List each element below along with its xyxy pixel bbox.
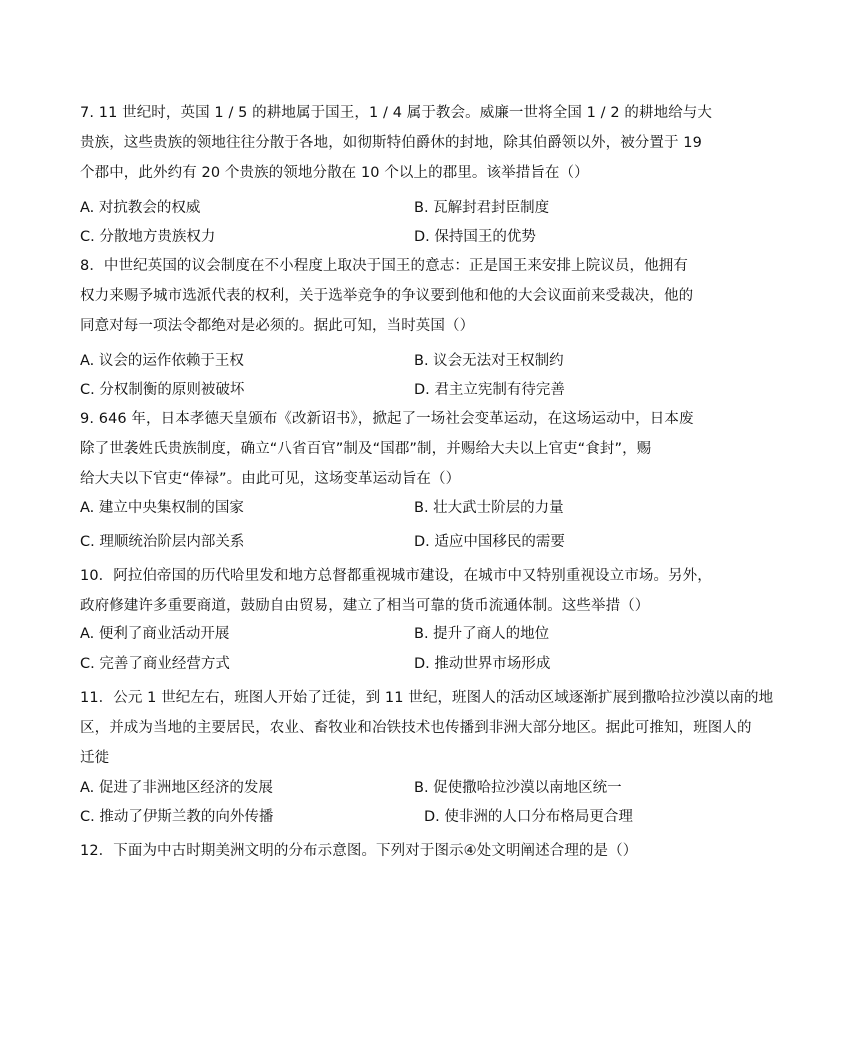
option-a[interactable]: A. 促进了非洲地区经济的发展 xyxy=(80,780,273,796)
option-c[interactable]: C. 推动了伊斯兰教的向外传播 xyxy=(80,809,274,825)
option-a[interactable]: A. 建立中央集权制的国家 xyxy=(80,500,244,516)
question-text-line: 10．阿拉伯帝国的历代哈里发和地方总督都重视城市建设，在城市中又特别重视设立市场。另外， xyxy=(80,568,712,584)
option-a[interactable]: A. 议会的运作依赖于王权 xyxy=(80,353,244,369)
option-d[interactable]: D. 推动世界市场形成 xyxy=(414,656,551,672)
option-d[interactable]: D. 君主立宪制有待完善 xyxy=(414,382,565,398)
option-c[interactable]: C. 分权制衡的原则被破坏 xyxy=(80,382,245,398)
question-text-line: 个郡中，此外约有 20 个贵族的领地分散在 10 个以上的郡里。该举措旨在（） xyxy=(80,165,589,181)
option-d[interactable]: D. 保持国王的优势 xyxy=(414,229,536,245)
option-b[interactable]: B. 瓦解封君封臣制度 xyxy=(414,200,550,216)
question-text-line: 政府修建许多重要商道，鼓励自由贸易，建立了相当可靠的货币流通体制。这些举措（） xyxy=(80,598,650,614)
question-text-line: 贵族，这些贵族的领地往往分散于各地，如彻斯特伯爵休的封地，除其伯爵领以外，被分置于 19 xyxy=(80,135,702,151)
option-d[interactable]: D. 适应中国移民的需要 xyxy=(414,534,565,550)
option-c[interactable]: C. 完善了商业经营方式 xyxy=(80,656,230,672)
question-text-line: 给大夫以下官吏“俸禄”。由此可见，这场变革运动旨在（） xyxy=(80,471,461,487)
option-b[interactable]: B. 壮大武士阶层的力量 xyxy=(414,500,564,516)
option-c[interactable]: C. 理顺统治阶层内部关系 xyxy=(80,534,245,550)
question-text-line: 7. 11 世纪时，英国 1 / 5 的耕地属于国王，1 / 4 属于教会。威廉一世将全国 1 / 2 的耕地给与大 xyxy=(80,105,713,121)
question-text-line: 9. 646 年，日本孝德天皇颁布《改新诏书》，掀起了一场社会变革运动，在这场运动中，日本废 xyxy=(80,411,694,427)
question-text-line: 权力来赐予城市选派代表的权利，关于选举竞争的争议要到他和他的大会议面前来受裁决，他的 xyxy=(80,288,694,304)
option-c[interactable]: C. 分散地方贵族权力 xyxy=(80,229,216,245)
question-text-line: 11．公元 1 世纪左右，班图人开始了迁徒，到 11 世纪，班图人的活动区域逐渐扩展到撒哈拉沙漠以南的地 xyxy=(80,690,774,706)
option-d[interactable]: D. 使非洲的人口分布格局更合理 xyxy=(424,809,633,825)
option-b[interactable]: B. 促使撒哈拉沙漠以南地区统一 xyxy=(414,780,622,796)
question-text-line: 12．下面为中古时期美洲文明的分布示意图。下列对于图示④处文明阐述合理的是（） xyxy=(80,843,638,859)
question-text-line: 迁徙 xyxy=(80,750,110,766)
option-a[interactable]: A. 对抗教会的权威 xyxy=(80,200,201,216)
question-text-line: 同意对每一项法令都绝对是必须的。据此可知，当时英国（） xyxy=(80,318,475,334)
question-text-line: 区，并成为当地的主要居民，农业、畜牧业和冶铁技术也传播到非洲大部分地区。据此可推知，班图人的 xyxy=(80,720,752,736)
question-text-line: 8．中世纪英国的议会制度在不小程度上取决于国王的意志：正是国王来安排上院议员，他拥有 xyxy=(80,258,688,274)
question-text-line: 除了世袭姓氏贵族制度，确立“八省百官”制及“国郡”制，并赐给大夫以上官吏“食封”，赐 xyxy=(80,441,652,457)
option-b[interactable]: B. 议会无法对王权制约 xyxy=(414,353,564,369)
option-a[interactable]: A. 便利了商业活动开展 xyxy=(80,626,230,642)
option-b[interactable]: B. 提升了商人的地位 xyxy=(414,626,550,642)
